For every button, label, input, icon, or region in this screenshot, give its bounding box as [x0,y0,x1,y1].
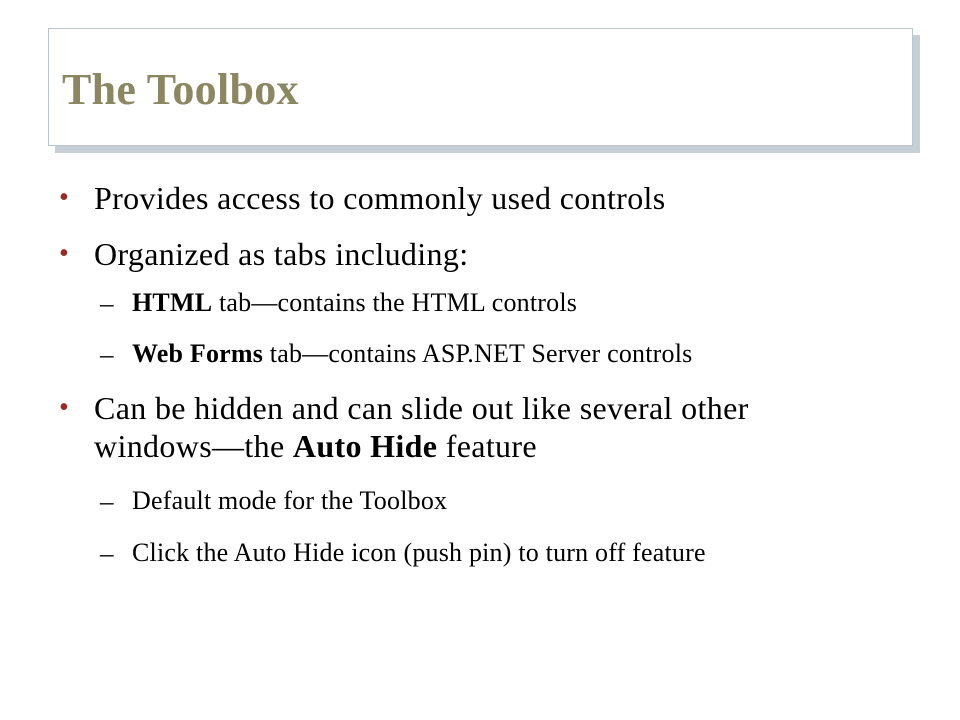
bullet-text: Organized as tabs including: [94,236,469,272]
slide-title: The Toolbox [62,65,299,114]
sub-bullet-bold: Web Forms [132,339,264,368]
bullet-text-line2-post: feature [437,428,537,464]
title-box [48,28,913,146]
bullet-item [59,389,894,465]
bullet-text-bold: Auto Hide [292,428,438,464]
sub-bullet-item [100,536,912,570]
sub-bullet-text: Click the Auto Hide icon (push pin) to turn off feature [132,538,706,567]
sub-bullet-text: tab—contains the HTML controls [212,288,578,317]
dash-marker: – [100,288,114,318]
bullet-text-line2-pre: windows—the [94,428,293,464]
sub-bullet-item [100,286,912,320]
dash-marker: – [100,538,114,568]
sub-bullet-text: Default mode for the Toolbox [132,486,448,515]
sub-bullet-item [100,337,912,371]
bullet-text-line1: Can be hidden and can slide out like several other [94,390,749,426]
bullet-item [59,235,894,273]
sub-bullet-bold: HTML [132,288,213,317]
sub-bullet-item [100,484,912,518]
dash-marker: – [100,339,114,369]
dash-marker: – [100,486,114,516]
bullet-marker: • [59,238,70,269]
bullet-marker: • [59,392,70,423]
bullet-item [59,179,894,217]
bullet-marker: • [59,182,70,213]
bullet-text: Provides access to commonly used controls [94,180,666,216]
sub-bullet-text: tab—contains ASP.NET Server controls [263,339,693,368]
